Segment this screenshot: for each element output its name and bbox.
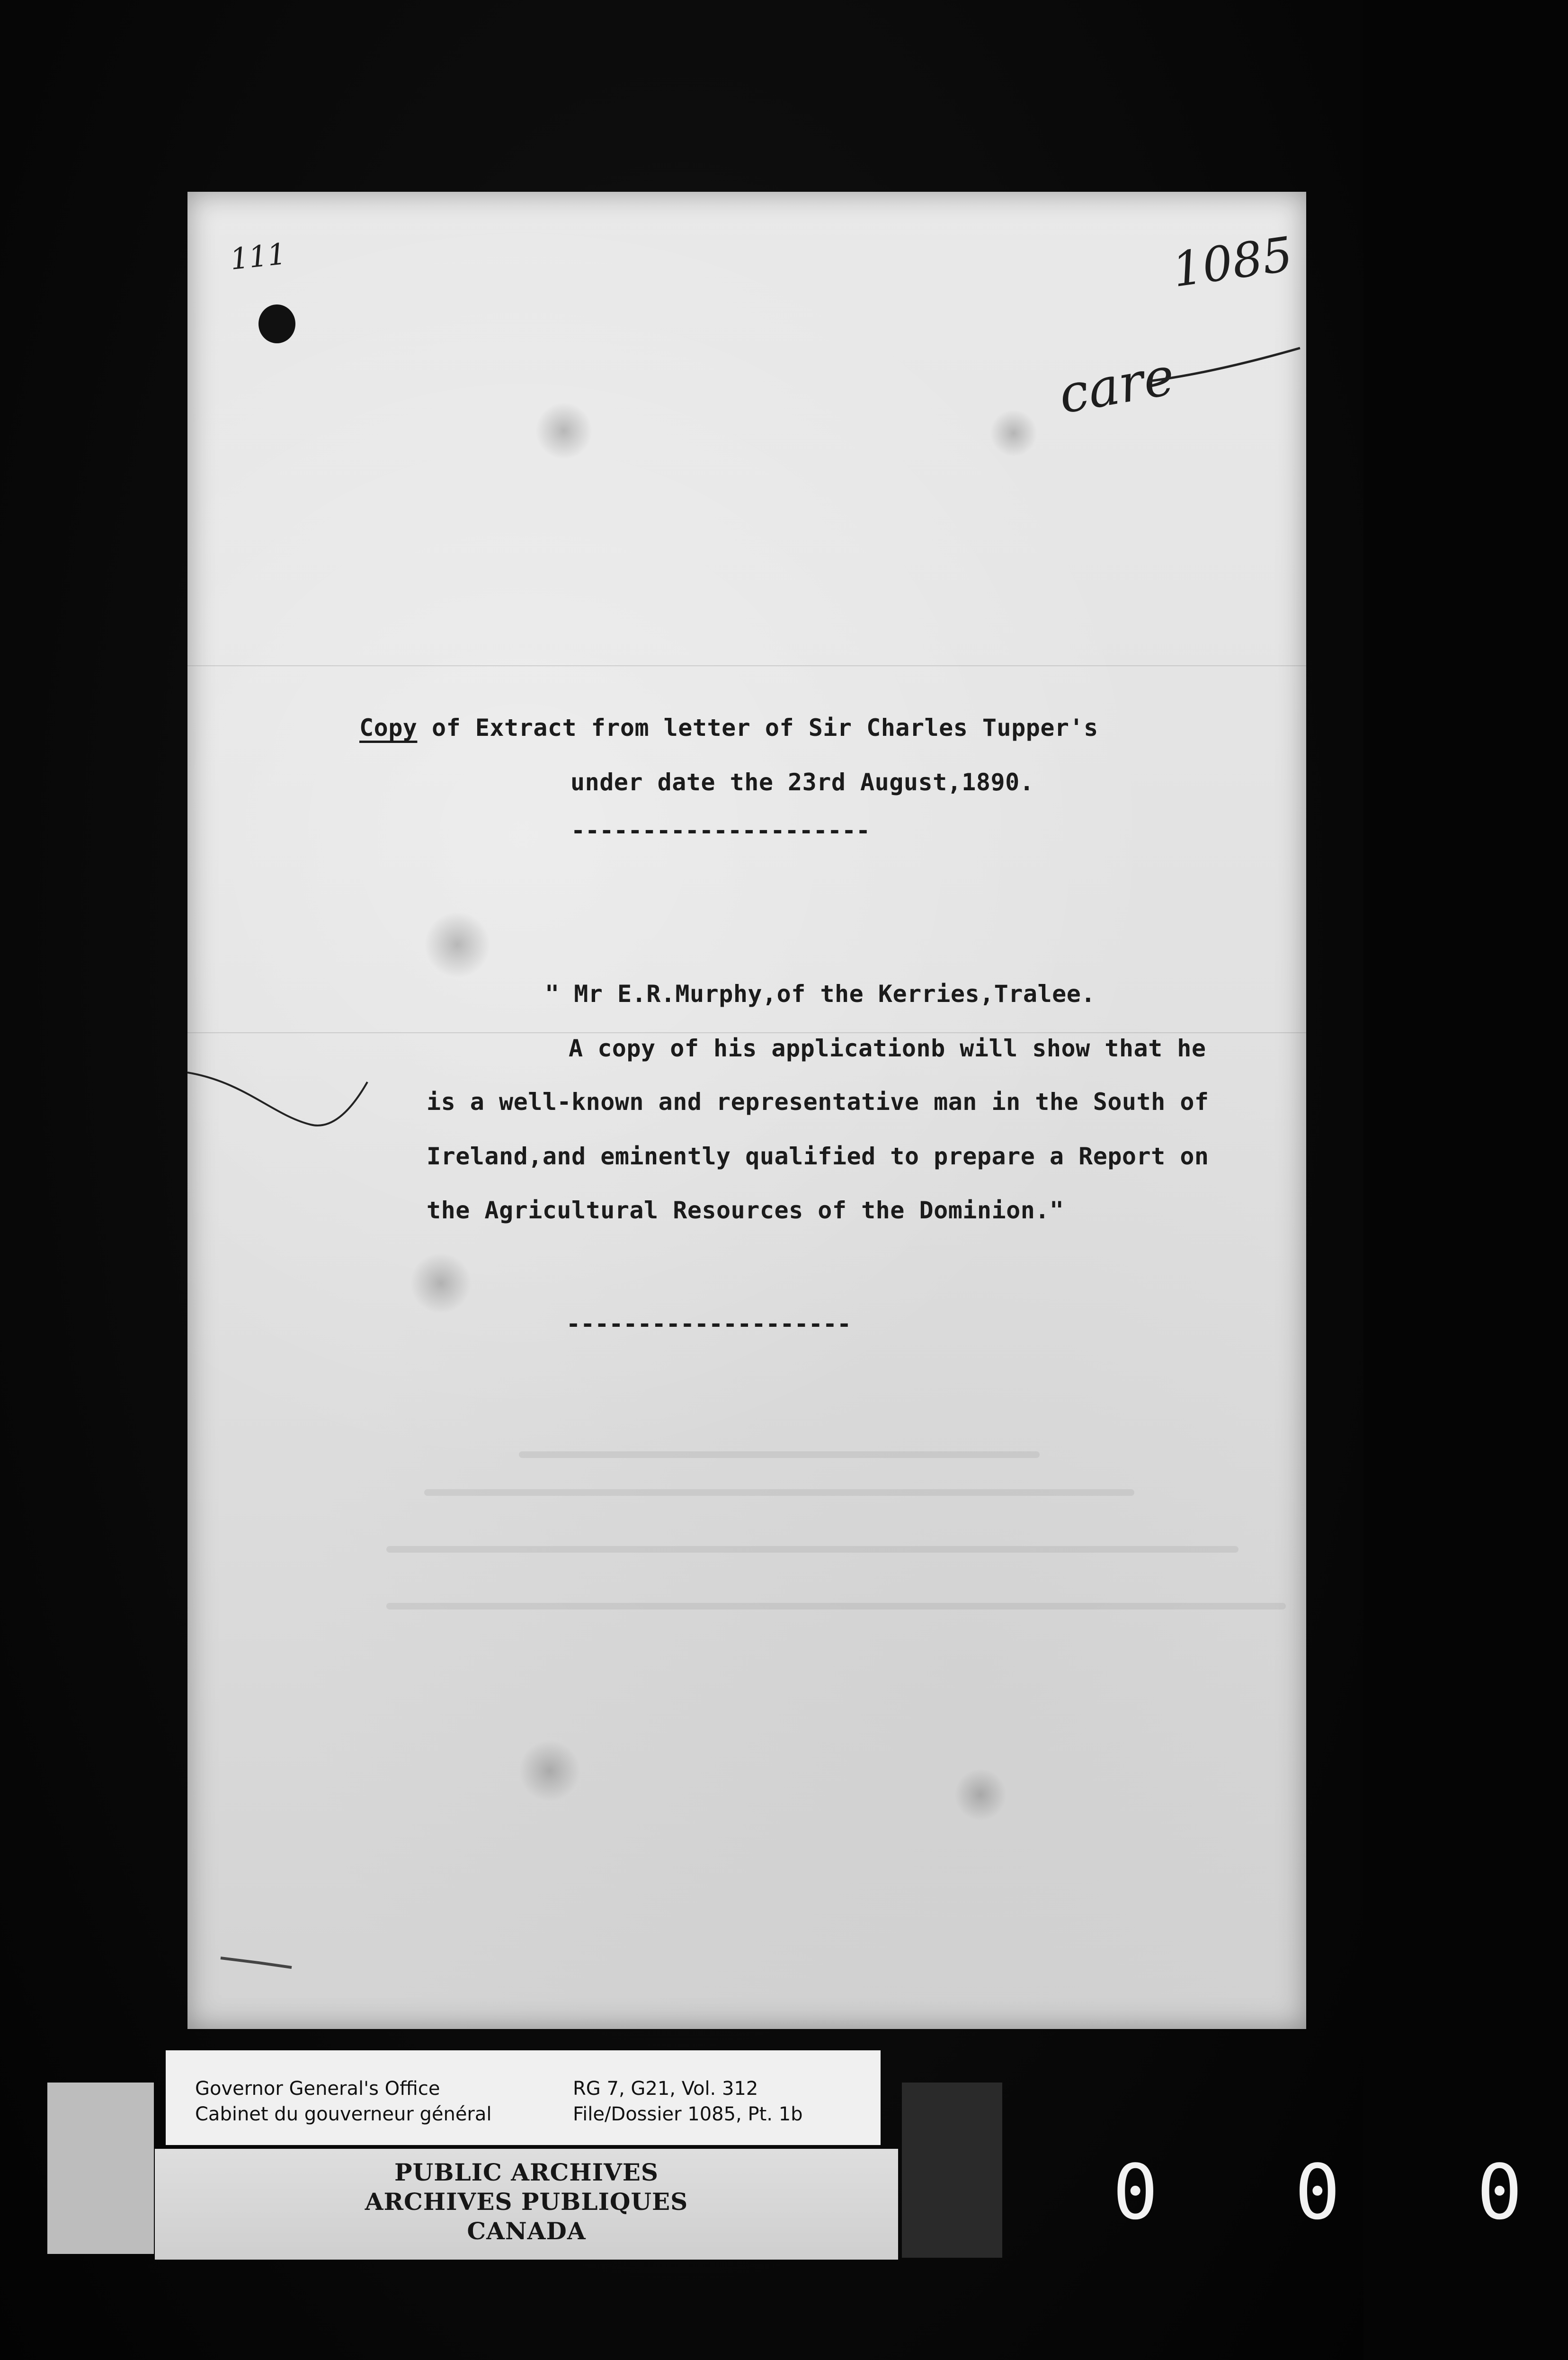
margin-note-file-number: 1085	[1169, 226, 1296, 298]
body-line-2: A copy of his applicationb will show that he	[569, 1035, 1206, 1062]
separator-bottom: --------------------	[566, 1310, 852, 1338]
bleed-through-line	[386, 1546, 1238, 1553]
heading-copy-word: Copy	[359, 714, 418, 742]
margin-note-top-left: 111	[228, 236, 288, 277]
page-fold-line	[187, 1032, 1306, 1033]
label-backing-right	[902, 2083, 1002, 2258]
body-line-1: " Mr E.R.Murphy,of the Kerries,Tralee.	[545, 980, 1096, 1008]
corner-pencil-mark	[221, 1949, 296, 1977]
heading-line-1-text: of Extract from letter of Sir Charles Tupper's	[417, 714, 1098, 742]
page-fold-line	[187, 665, 1306, 666]
ink-blot	[258, 304, 295, 343]
stamp-line-1: PUBLIC ARCHIVES	[394, 2158, 659, 2186]
stamp-line-3: CANADA	[467, 2217, 586, 2245]
body-line-3: is a well-known and representative man in the South of	[427, 1088, 1209, 1116]
label-backing-left	[47, 2083, 154, 2254]
body-line-5: the Agricultural Resources of the Dominion."	[427, 1197, 1064, 1224]
archive-reference-label	[166, 2050, 881, 2145]
stamp-line-2: ARCHIVES PUBLIQUES	[365, 2188, 688, 2216]
document-page	[187, 192, 1306, 2029]
paper-smudge	[990, 410, 1037, 457]
archives-stamp	[155, 2149, 898, 2260]
office-name-en: Governor General's Office	[195, 2078, 440, 2100]
paper-smudge	[519, 1740, 580, 1802]
paper-smudge	[954, 1769, 1007, 1821]
paper-smudge	[535, 402, 592, 459]
separator-top: ---------------------	[571, 817, 871, 844]
margin-note-care-tail	[1149, 348, 1305, 391]
bleed-through-line	[519, 1451, 1040, 1458]
microfilm-frame-number: 0 0 0	[1113, 2148, 1568, 2236]
reference-file: File/Dossier 1085, Pt. 1b	[573, 2103, 803, 2125]
heading-line-2: under date the 23rd August,1890.	[570, 769, 1034, 796]
bleed-through-line	[424, 1489, 1134, 1496]
body-line-4: Ireland,and eminently qualified to prepare a Report on	[427, 1143, 1209, 1170]
heading-line-1	[359, 714, 1098, 742]
bleed-through-line	[386, 1603, 1286, 1609]
paper-smudge	[424, 912, 490, 978]
reference-record-group: RG 7, G21, Vol. 312	[573, 2078, 758, 2100]
margin-pencil-mark	[187, 1063, 377, 1139]
margin-note-care: care	[1054, 345, 1179, 426]
paper-smudge	[410, 1252, 472, 1314]
office-name-fr: Cabinet du gouverneur général	[195, 2103, 492, 2125]
